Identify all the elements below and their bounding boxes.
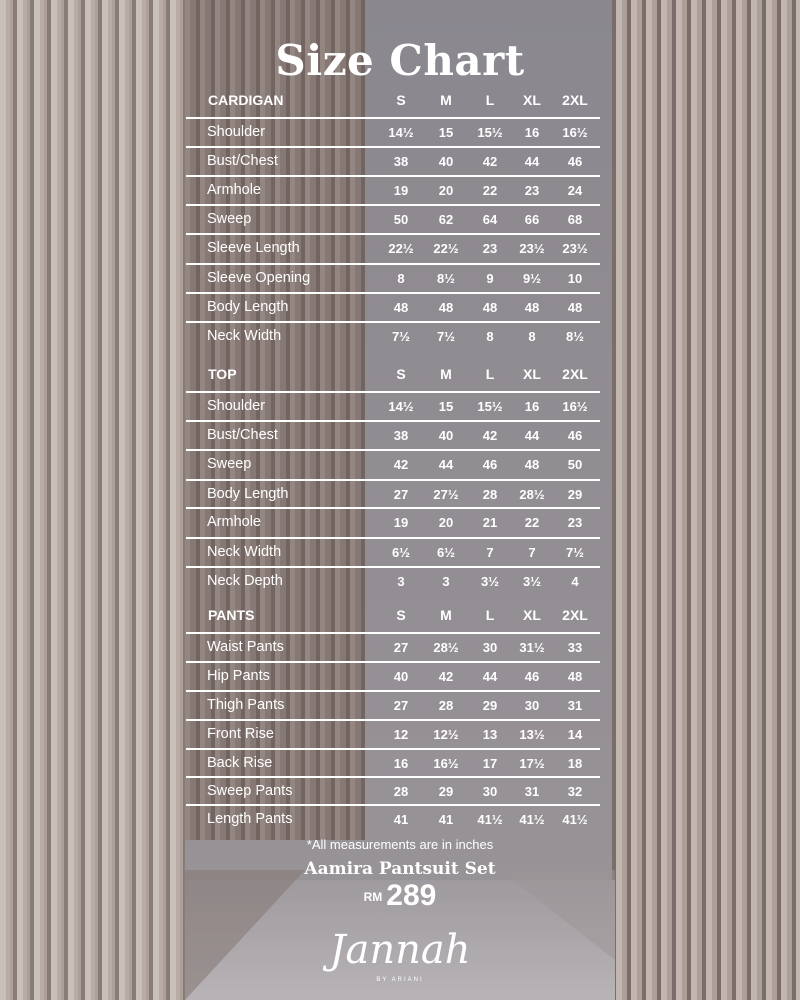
measurement-label: Sleeve Opening [207,270,311,286]
size-column-header: 2XL [562,92,588,108]
measurement-value: 14½ [388,399,414,414]
measurement-value: 9½ [522,271,542,286]
measurement-value: 41½ [562,812,588,827]
table-row [186,566,600,594]
measurement-value: 3 [442,574,450,589]
measurement-value: 48 [524,457,540,472]
measurement-label: Hip Pants [207,668,270,684]
measurement-value: 16 [524,399,540,414]
measurement-value: 8 [528,329,536,344]
measurement-value: 16½ [562,125,588,140]
table-row [186,233,600,261]
measurement-value: 28½ [433,640,459,655]
measurement-value: 44 [482,669,498,684]
measurement-value: 23½ [519,241,545,256]
brand-tagline: BY ARIANI [376,977,424,983]
section-header-top [186,366,600,386]
measurement-value: 7½ [436,329,456,344]
measurement-value: 10 [567,271,583,286]
table-row [186,321,600,349]
size-column-header: M [440,607,452,623]
measurement-value: 46 [524,669,540,684]
table-row [186,292,600,320]
table-row [186,146,600,174]
measurement-value: 41 [438,812,454,827]
measurement-value: 38 [393,154,409,169]
measurement-value: 31½ [519,640,545,655]
measurement-value: 32 [567,784,583,799]
measurement-value: 12 [393,727,409,742]
measurement-value: 40 [393,669,409,684]
measurement-label: Shoulder [207,398,266,414]
size-column-header: L [485,92,495,108]
table-row [186,690,600,718]
measurement-label: Sweep [207,456,252,472]
brand-logo: Jannah [329,927,471,973]
measurement-value: 16½ [433,756,459,771]
table-row [186,175,600,203]
measurement-label: Shoulder [207,124,266,140]
measurement-value: 27½ [433,487,459,502]
measurement-value: 66 [524,212,540,227]
price-currency: RM [363,890,383,904]
measurement-value: 28½ [519,487,545,502]
measurement-value: 23½ [562,241,588,256]
measurement-value: 7½ [391,329,411,344]
measurement-value: 22 [482,183,498,198]
table-row [186,537,600,565]
measurement-value: 48 [482,300,498,315]
table-row [186,391,600,419]
measurement-value: 46 [567,154,583,169]
measurement-label: Length Pants [207,811,293,827]
measurement-value: 15 [438,399,454,414]
measurement-value: 3½ [522,574,542,589]
size-column-header: 2XL [562,607,588,623]
table-row [186,507,600,535]
table-row [186,117,600,145]
measurement-label: Back Rise [207,755,273,771]
measurement-value: 46 [567,428,583,443]
measurement-value: 7 [486,545,494,560]
measurement-value: 41½ [477,812,503,827]
table-row [186,204,600,232]
measurement-value: 15½ [477,399,503,414]
measurement-value: 22½ [433,241,459,256]
measurement-value: 42 [482,154,498,169]
size-column-header: L [485,366,495,382]
measurement-value: 44 [524,154,540,169]
section-header-cardigan [186,92,600,112]
size-column-header: XL [523,92,541,108]
measurement-value: 30 [482,784,498,799]
measurement-value: 50 [393,212,409,227]
measurement-value: 29 [567,487,583,502]
measurement-value: 31 [524,784,540,799]
measurement-value: 20 [438,515,454,530]
measurement-label: Neck Width [207,328,282,344]
measurement-value: 17½ [519,756,545,771]
measurement-note: *All measurements are in inches [306,837,494,852]
measurement-value: 16 [524,125,540,140]
measurement-value: 28 [438,698,454,713]
table-row [186,479,600,507]
measurement-value: 23 [482,241,498,256]
measurement-value: 48 [438,300,454,315]
table-row [186,263,600,291]
table-row [186,420,600,448]
measurement-value: 13 [482,727,498,742]
section-name: PANTS [208,607,255,623]
measurement-value: 12½ [433,727,459,742]
measurement-value: 29 [438,784,454,799]
measurement-value: 30 [524,698,540,713]
measurement-value: 38 [393,428,409,443]
measurement-value: 62 [438,212,454,227]
measurement-value: 18 [567,756,583,771]
size-column-header: L [485,607,495,623]
section-name: CARDIGAN [208,92,284,108]
measurement-value: 14 [567,727,583,742]
product-name: Aamira Pantsuit Set [304,859,496,879]
measurement-value: 19 [393,515,409,530]
measurement-value: 27 [393,640,409,655]
measurement-value: 48 [567,300,583,315]
measurement-value: 13½ [519,727,545,742]
measurement-label: Waist Pants [207,639,284,655]
measurement-value: 48 [393,300,409,315]
measurement-label: Sleeve Length [207,240,300,256]
measurement-value: 42 [482,428,498,443]
measurement-value: 41½ [519,812,545,827]
size-column-header: M [440,92,452,108]
measurement-value: 22½ [388,241,414,256]
measurement-value: 16½ [562,399,588,414]
measurement-value: 8½ [436,271,456,286]
measurement-label: Sweep Pants [207,783,293,799]
measurement-value: 8 [397,271,405,286]
measurement-value: 48 [567,669,583,684]
price [0,879,800,913]
measurement-value: 6½ [391,545,411,560]
size-column-header: 2XL [562,366,588,382]
section-header-pants [186,607,600,627]
table-row [186,804,600,832]
size-column-header: S [396,366,406,382]
table-row [186,661,600,689]
measurement-value: 15 [438,125,454,140]
measurement-value: 27 [393,698,409,713]
measurement-value: 3 [397,574,405,589]
price-amount: 289 [386,879,437,912]
size-column-header: M [440,366,452,382]
measurement-value: 33 [567,640,583,655]
size-column-header: S [396,607,406,623]
measurement-value: 28 [482,487,498,502]
measurement-value: 14½ [388,125,414,140]
measurement-label: Sweep [207,211,252,227]
table-row [186,776,600,804]
measurement-label: Bust/Chest [207,153,278,169]
measurement-value: 15½ [477,125,503,140]
measurement-value: 41 [393,812,409,827]
measurement-label: Bust/Chest [207,427,278,443]
measurement-value: 64 [482,212,498,227]
measurement-label: Neck Width [207,544,282,560]
measurement-value: 8½ [565,329,585,344]
measurement-value: 42 [393,457,409,472]
measurement-value: 16 [393,756,409,771]
measurement-value: 3½ [480,574,500,589]
measurement-value: 9 [486,271,494,286]
measurement-label: Armhole [207,514,261,530]
page-title: Size Chart [275,36,525,85]
measurement-value: 6½ [436,545,456,560]
measurement-value: 24 [567,183,583,198]
measurement-value: 46 [482,457,498,472]
measurement-value: 23 [567,515,583,530]
measurement-value: 44 [438,457,454,472]
table-row [186,719,600,747]
measurement-label: Thigh Pants [207,697,285,713]
measurement-label: Body Length [207,299,289,315]
measurement-value: 21 [482,515,498,530]
measurement-label: Armhole [207,182,261,198]
table-row [186,632,600,660]
table-row [186,748,600,776]
section-name: TOP [208,366,237,382]
measurement-value: 23 [524,183,540,198]
measurement-value: 17 [482,756,498,771]
measurement-label: Front Rise [207,726,274,742]
measurement-value: 7 [528,545,536,560]
measurement-value: 40 [438,154,454,169]
measurement-value: 7½ [565,545,585,560]
measurement-value: 42 [438,669,454,684]
measurement-value: 68 [567,212,583,227]
measurement-value: 28 [393,784,409,799]
measurement-value: 27 [393,487,409,502]
measurement-value: 19 [393,183,409,198]
measurement-value: 29 [482,698,498,713]
measurement-value: 8 [486,329,494,344]
table-row [186,449,600,477]
measurement-value: 44 [524,428,540,443]
measurement-value: 48 [524,300,540,315]
measurement-value: 40 [438,428,454,443]
measurement-label: Neck Depth [207,573,283,589]
size-column-header: XL [523,366,541,382]
measurement-value: 22 [524,515,540,530]
measurement-value: 20 [438,183,454,198]
size-column-header: S [396,92,406,108]
measurement-value: 50 [567,457,583,472]
measurement-label: Body Length [207,486,289,502]
measurement-value: 30 [482,640,498,655]
measurement-value: 4 [571,574,579,589]
measurement-value: 31 [567,698,583,713]
size-column-header: XL [523,607,541,623]
